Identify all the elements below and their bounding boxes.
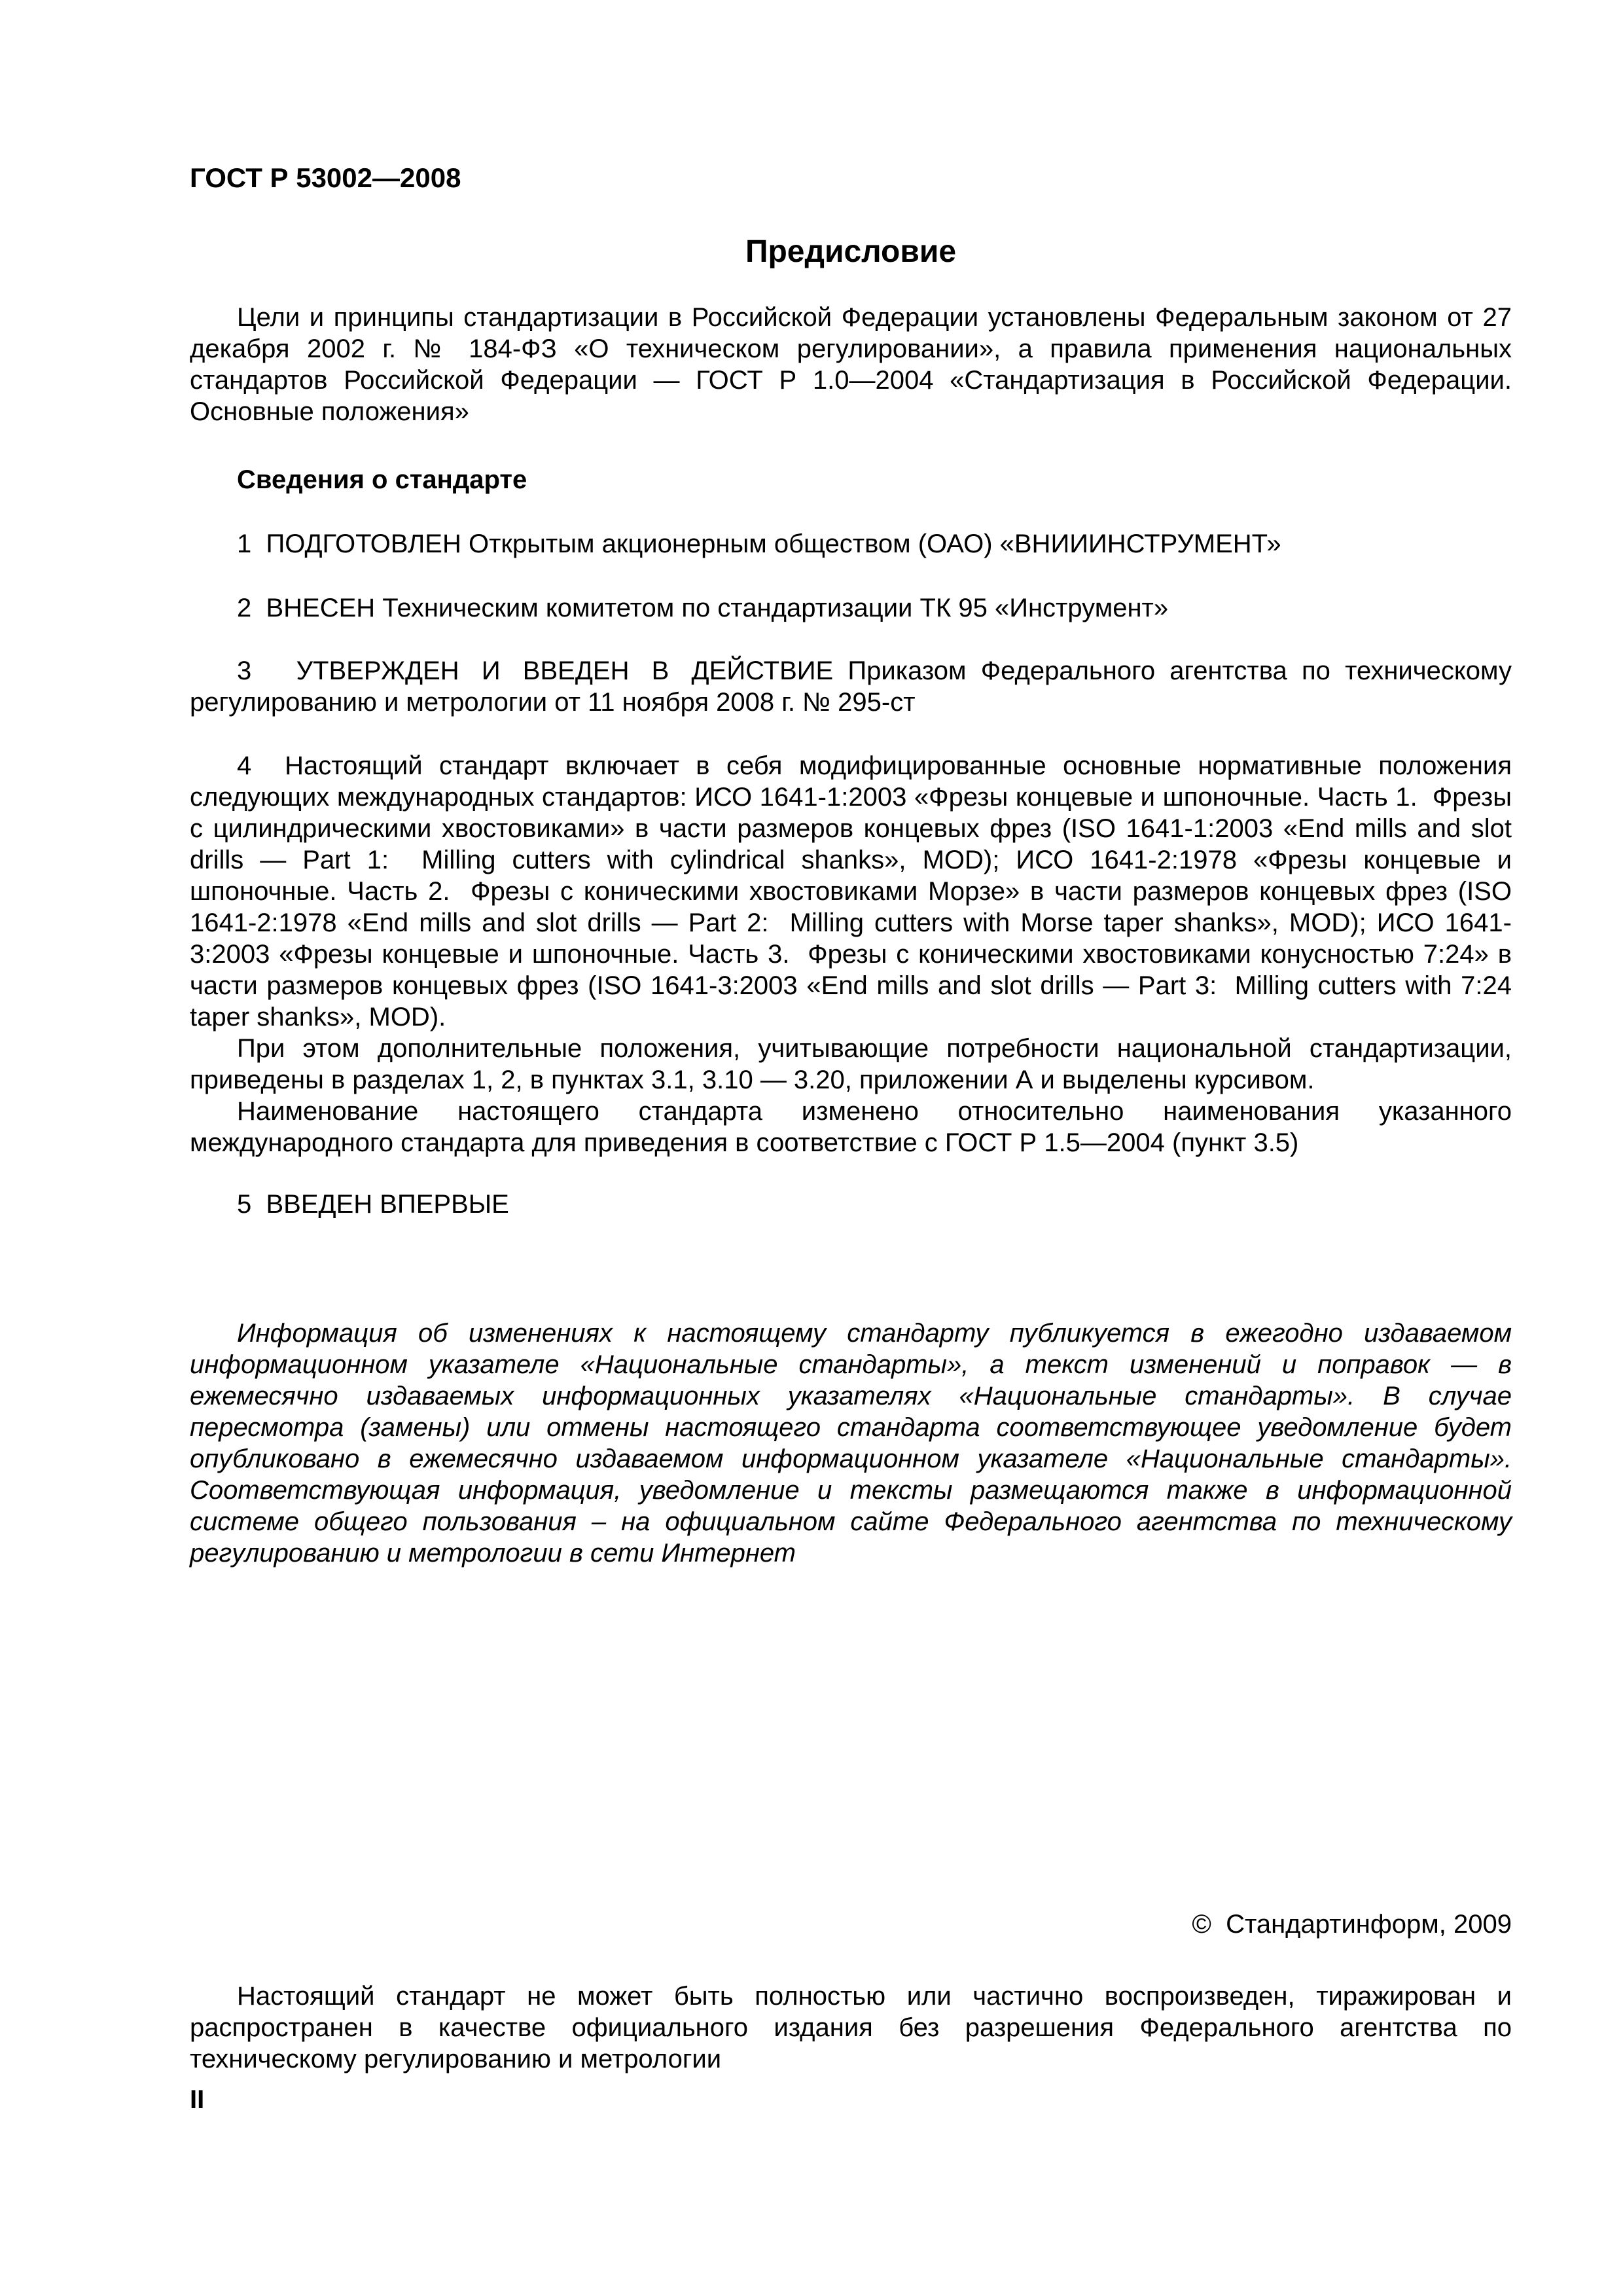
standard-info-item-4-group	[190, 750, 1512, 1158]
copyright-notice: © Стандартинформ, 2009	[1192, 1910, 1512, 1939]
page-title: Предисловие	[745, 234, 957, 269]
standard-info-item-4: 4 Настоящий стандарт включает в себя модифицированные основные нормативные положения следующих международных стандартов: ИСО 1641-1:2003 «Фрезы концевые и шпоночные. Часть 1. Фрезы с цилиндрическими хвостовиками» в части размеров концевых фрез (ISO 1641-1:2003 «End mills and slot drills — Part 1: Milling cutters with cylindrical shanks», MOD); ИСО 1641-2:1978 «Фрезы концевые и шпоночные. Часть 2. Фрезы с коническими хвостовиками Морзе» в части размеров концевых фрез (ISO 1641-2:1978 «End mills and slot drills — Part 2: Milling cutters with Morse taper shanks», MOD); ИСО 1641-3:2003 «Фрезы концевые и шпоночные. Часть 3. Фрезы с коническими хвостовиками конусностью 7:24» в части размеров концевых фрез (ISO 1641-3:2003 «End mills and slot drills — Part 3: Milling cutters with 7:24 taper shanks», MOD).	[190, 751, 1512, 1031]
item-3-approved-rest: Приказом Федерального агентства по техническому регулированию и метрологии от 11 ноября 2008 г. № 295-ст	[190, 656, 1512, 717]
item-4-note-2: Наименование настоящего стандарта изменено относительно наименования указанного международного стандарта для приведения в соответствие с ГОСТ Р 1.5—2004 (пункт 3.5)	[190, 1097, 1512, 1157]
item-4-note-1: При этом дополнительные положения, учитывающие потребности национальной стандартизации, приведены в разделах 1, 2, в пунктах 3.1, 3.10 — 3.20, приложении А и выделены курсивом.	[190, 1034, 1512, 1094]
standard-info-heading: Сведения о стандарте	[237, 465, 527, 494]
doc-code-header: ГОСТ Р 53002—2008	[190, 162, 461, 193]
distribution-restriction-note: Настоящий стандарт не может быть полностью или частично воспроизведен, тиражирован и распространен в качестве официального издания без разрешения Федерального агентства по техническому регулированию и метрологии	[190, 1982, 1512, 2073]
item-3-approved-caps: 3 УТВЕРЖДЕН И ВВЕДЕН В ДЕЙСТВИЕ	[237, 656, 834, 685]
amendment-info-note: Информация об изменениях к настоящему стандарту публикуется в ежегодно издаваемом информационном указателе «Национальные стандарты», а текст изменений и поправок — в ежемесячно издаваемых информационных указателях «Национальные стандарты». В случае пересмотра (замены) или отмены настоящего стандарта соответствующее уведомление будет опубликовано в ежемесячно издаваемом информационном указателе «Национальные стандарты». Соответствующая информация, уведомление и тексты размещаются также в информационной системе общего пользования – на официальном сайте Федерального агентства по техническому регулированию и метрологии в сети Интернет	[190, 1319, 1512, 1568]
intro-paragraph: Цели и принципы стандартизации в Российской Федерации установлены Федеральным законом от 27 декабря 2002 г. № 184-ФЗ «О техническом регулировании», а правила применения национальных стандартов Российской Федерации — ГОСТ Р 1.0—2004 «Стандартизация в Российской Федерации. Основные положения»	[190, 303, 1512, 426]
page-number: II	[190, 2085, 205, 2114]
standard-info-item-1: 1 ПОДГОТОВЛЕН Открытым акционерным обществом (ОАО) «ВНИИИНСТРУМЕНТ»	[237, 529, 1281, 558]
standard-info-item-2: 2 ВНЕСЕН Техническим комитетом по стандартизации ТК 95 «Инструмент»	[237, 594, 1169, 622]
standard-info-item-3	[190, 655, 1512, 718]
standard-info-item-5: 5 ВВЕДЕН ВПЕРВЫЕ	[237, 1190, 509, 1219]
